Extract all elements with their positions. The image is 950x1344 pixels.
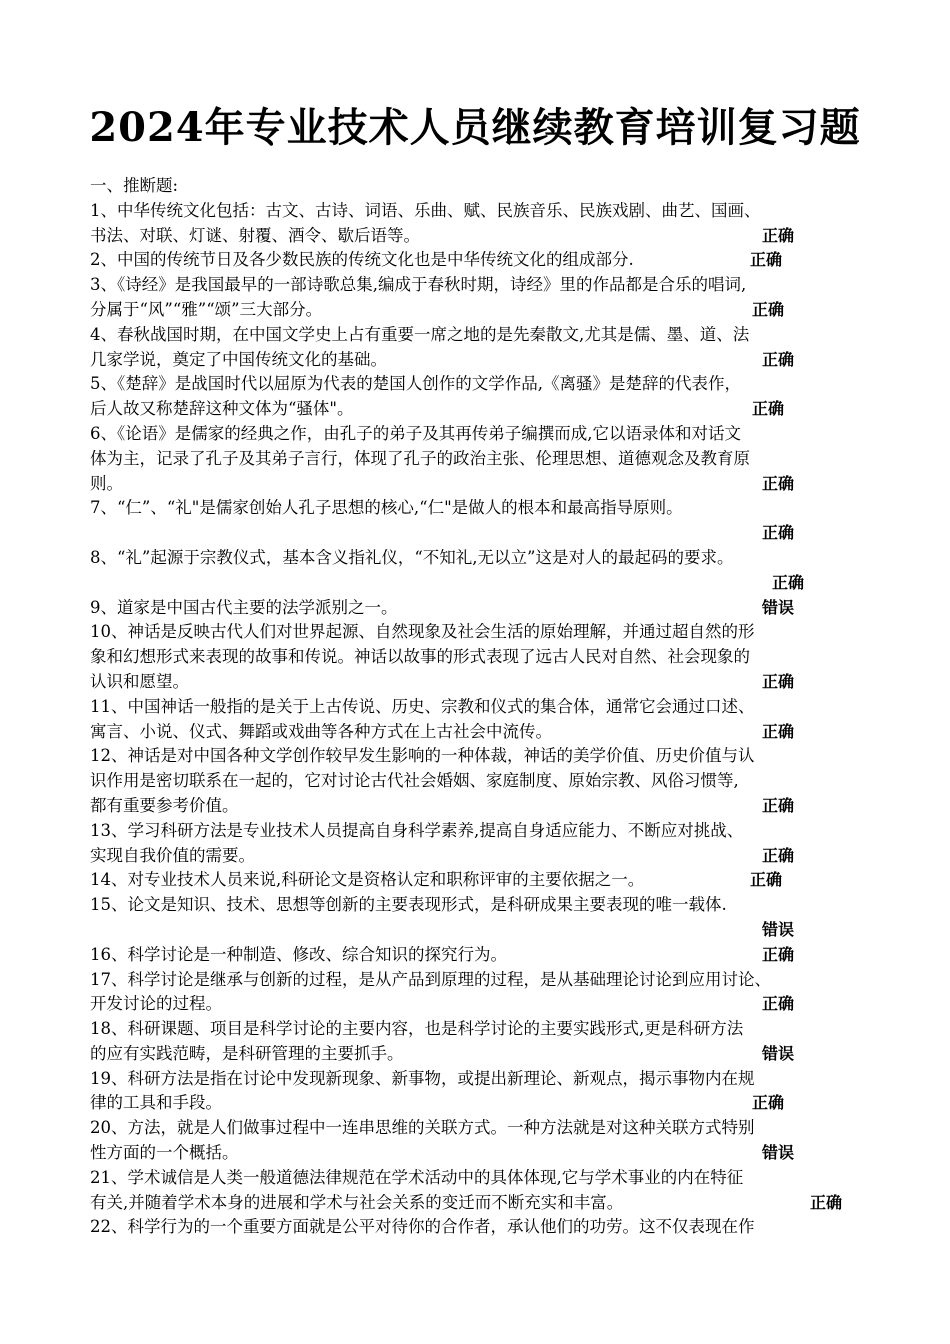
question-text-line — [90, 348, 870, 373]
question-item — [90, 620, 870, 694]
question-text-line — [90, 893, 870, 918]
question-text: 体为主，记录了孔子及其弟子言行，体现了孔子的政治主张、伦理思想、道德观念及教育原 — [90, 448, 750, 468]
question-text: 3、《诗经》是我国最早的一部诗歌总集,编成于春秋时期，诗经》里的作品都是合乐的唱词, — [90, 275, 747, 295]
question-text: 识作用是密切联系在一起的，它对讨论古代社会婚姻、家庭制度、原始宗教、风俗习惯等, — [90, 771, 739, 791]
question-item — [90, 546, 870, 596]
question-item — [90, 943, 870, 968]
question-text-line — [90, 695, 870, 720]
question-text-line — [90, 1191, 870, 1216]
question-item — [90, 422, 870, 496]
question-text: 5、《楚辞》是战国时代以屈原为代表的楚国人创作的文学作品,《离骚》是楚辞的代表作， — [90, 374, 741, 394]
question-text: 13、学习科研方法是专业技术人员提高自身科学素养,提高自身适应能力、不断应对挑战、 — [90, 820, 744, 840]
question-text-line — [90, 397, 870, 422]
question-text: 都有重要参考价值。 — [90, 795, 239, 815]
question-item — [90, 323, 870, 373]
question-text-line — [90, 670, 870, 695]
answer-label: 正确 — [762, 944, 795, 964]
question-list — [90, 174, 870, 1240]
question-text-line — [90, 273, 870, 298]
question-text-line — [90, 447, 870, 472]
question-text: 象和幻想形式来表现的故事和传说。神话以故事的形式表现了远古人民对自然、社会现象的 — [90, 647, 750, 667]
question-text: 开发讨论的过程。 — [90, 994, 222, 1014]
question-text: 15、论文是知识、技术、思想等创新的主要表现形式，是科研成果主要表现的唯一载体. — [90, 895, 727, 915]
question-text-line — [90, 571, 870, 596]
question-text-line — [90, 868, 870, 893]
question-text: 17、科学讨论是继承与创新的过程，是从产品到原理的过程，是从基础理论讨论到应用讨论、 — [90, 969, 771, 989]
question-item — [90, 273, 870, 323]
question-text: 则。 — [90, 473, 123, 493]
answer-label: 正确 — [752, 1093, 785, 1113]
question-text: 21、学术诚信是人类一般道德法律规范在学术活动中的具体体现,它与学术事业的内在特征 — [90, 1167, 744, 1187]
answer-label: 正确 — [762, 845, 795, 865]
question-item — [90, 248, 870, 273]
question-item — [90, 893, 870, 943]
question-text: 20、方法，就是人们做事过程中一连串思维的关联方式。一种方法就是对这种关联方式特别 — [90, 1118, 755, 1138]
answer-label: 正确 — [762, 523, 795, 543]
question-text-line — [90, 794, 870, 819]
question-text-line — [90, 819, 870, 844]
answer-label: 正确 — [762, 795, 795, 815]
section-heading: 一、推断题: — [90, 176, 179, 195]
answer-label: 正确 — [750, 870, 783, 890]
question-text-line — [90, 992, 870, 1017]
question-item — [90, 819, 870, 869]
question-item — [90, 496, 870, 546]
question-text: 9、道家是中国古代主要的法学派别之一。 — [90, 597, 398, 617]
question-text: 22、科学行为的一个重要方面就是公平对待你的合作者，承认他们的功劳。这不仅表现在作 — [90, 1217, 755, 1237]
question-text-line — [90, 968, 870, 993]
question-text: 的应有实践范畴，是科研管理的主要抓手。 — [90, 1043, 404, 1063]
question-text: 18、科研课题、项目是科学讨论的主要内容，也是科学讨论的主要实践形式,更是科研方法 — [90, 1019, 744, 1039]
answer-label: 正确 — [810, 1192, 843, 1212]
question-text: 7、“仁”、“礼"是儒家创始人孔子思想的核心,“仁"是做人的根本和最高指导原则。 — [90, 498, 683, 518]
question-item — [90, 868, 870, 893]
answer-label: 正确 — [762, 671, 795, 691]
question-text-line — [90, 1166, 870, 1191]
question-text-line — [90, 1091, 870, 1116]
question-text: 性方面的一个概括。 — [90, 1143, 239, 1163]
question-text: 1、中华传统文化包括：古文、古诗、词语、乐曲、赋、民族音乐、民族戏剧、曲艺、国画、 — [90, 200, 761, 220]
question-text: 认识和愿望。 — [90, 671, 189, 691]
question-item — [90, 1166, 870, 1216]
question-text: 16、科学讨论是一种制造、修改、综合知识的探究行为。 — [90, 944, 507, 964]
question-text-line — [90, 323, 870, 348]
answer-label: 错误 — [762, 1043, 795, 1063]
question-item — [90, 1067, 870, 1117]
question-text-line — [90, 596, 870, 621]
question-item — [90, 372, 870, 422]
question-text: 律的工具和手段。 — [90, 1093, 222, 1113]
question-text-line — [90, 472, 870, 497]
question-item — [90, 1215, 870, 1240]
question-text-line — [90, 1141, 870, 1166]
question-text: 4、春秋战国时期，在中国文学史上占有重要一席之地的是先秦散文,尤其是儒、墨、道、法 — [90, 324, 750, 344]
question-text-line — [90, 1042, 870, 1067]
question-text: 19、科研方法是指在讨论中发现新现象、新事物，或提出新理论、新观点，揭示事物内在规 — [90, 1068, 755, 1088]
question-text-line — [90, 645, 870, 670]
question-text-line — [90, 744, 870, 769]
question-text-line — [90, 720, 870, 745]
question-text-line — [90, 496, 870, 521]
question-text-line — [90, 1067, 870, 1092]
question-text: 10、神话是反映古代人们对世界起源、自然现象及社会生活的原始理解，并通过超自然的形 — [90, 622, 755, 642]
answer-label: 错误 — [762, 1143, 795, 1163]
answer-label: 正确 — [750, 250, 783, 270]
answer-label: 正确 — [752, 299, 785, 319]
answer-label: 正确 — [762, 349, 795, 369]
question-text: 2、中国的传统节日及各少数民族的传统文化也是中华传统文化的组成部分. — [90, 250, 634, 270]
answer-label: 正确 — [762, 225, 795, 245]
question-text: 寓言、小说、仪式、舞蹈或戏曲等各种方式在上古社会中流传。 — [90, 721, 552, 741]
question-text: 14、对专业技术人员来说,科研论文是资格认定和职称评审的主要依据之一。 — [90, 870, 645, 890]
question-item — [90, 968, 870, 1018]
question-text: 后人故又称楚辞这种文体为“骚体"。 — [90, 399, 354, 419]
question-item — [90, 1017, 870, 1067]
question-text-line — [90, 769, 870, 794]
question-text: 分属于“风”“雅”“颂”三大部分。 — [90, 299, 323, 319]
question-text-line — [90, 224, 870, 249]
document-title: 2024年专业技术人员继续教育培训复习题 — [89, 104, 861, 151]
question-text: 8、“礼”起源于宗教仪式，基本含义指礼仪，“不知礼,无以立”这是对人的最起码的要求。 — [90, 547, 734, 567]
question-text-line — [90, 620, 870, 645]
answer-label: 错误 — [762, 919, 795, 939]
question-text-line — [90, 422, 870, 447]
question-text-line — [90, 943, 870, 968]
question-text-line — [90, 199, 870, 224]
question-text: 6、《论语》是儒家的经典之作，由孔子的弟子及其再传弟子编撰而成,它以语录体和对话文 — [90, 423, 741, 443]
answer-label: 正确 — [762, 473, 795, 493]
question-text-line — [90, 844, 870, 869]
question-item — [90, 596, 870, 621]
question-text: 11、中国神话一般指的是关于上古传说、历史、宗教和仪式的集合体，通常它会通过口述、 — [90, 696, 755, 716]
question-text-line — [90, 918, 870, 943]
question-text-line — [90, 298, 870, 323]
question-item — [90, 695, 870, 745]
answer-label: 正确 — [772, 572, 805, 592]
question-text: 12、神话是对中国各种文学创作较早发生影响的一种体裁，神话的美学价值、历史价值与认 — [90, 746, 755, 766]
question-text-line — [90, 1116, 870, 1141]
question-text-line — [90, 372, 870, 397]
question-text: 实现自我价值的需要。 — [90, 845, 255, 865]
question-text: 有关,并随着学术本身的进展和学术与社会关系的变迁而不断充实和丰富。 — [90, 1192, 624, 1212]
question-text: 几家学说，奠定了中国传统文化的基础。 — [90, 349, 387, 369]
question-item — [90, 199, 870, 249]
question-item — [90, 744, 870, 818]
question-text-line — [90, 546, 870, 571]
answer-label: 错误 — [762, 597, 795, 617]
answer-label: 正确 — [752, 399, 785, 419]
answer-label: 正确 — [762, 721, 795, 741]
answer-label: 正确 — [762, 994, 795, 1014]
question-text-line — [90, 521, 870, 546]
question-text-line — [90, 248, 870, 273]
question-text: 书法、对联、灯谜、射覆、酒令、歇后语等。 — [90, 225, 420, 245]
question-text-line — [90, 1215, 870, 1240]
question-text-line — [90, 1017, 870, 1042]
question-item — [90, 1116, 870, 1166]
